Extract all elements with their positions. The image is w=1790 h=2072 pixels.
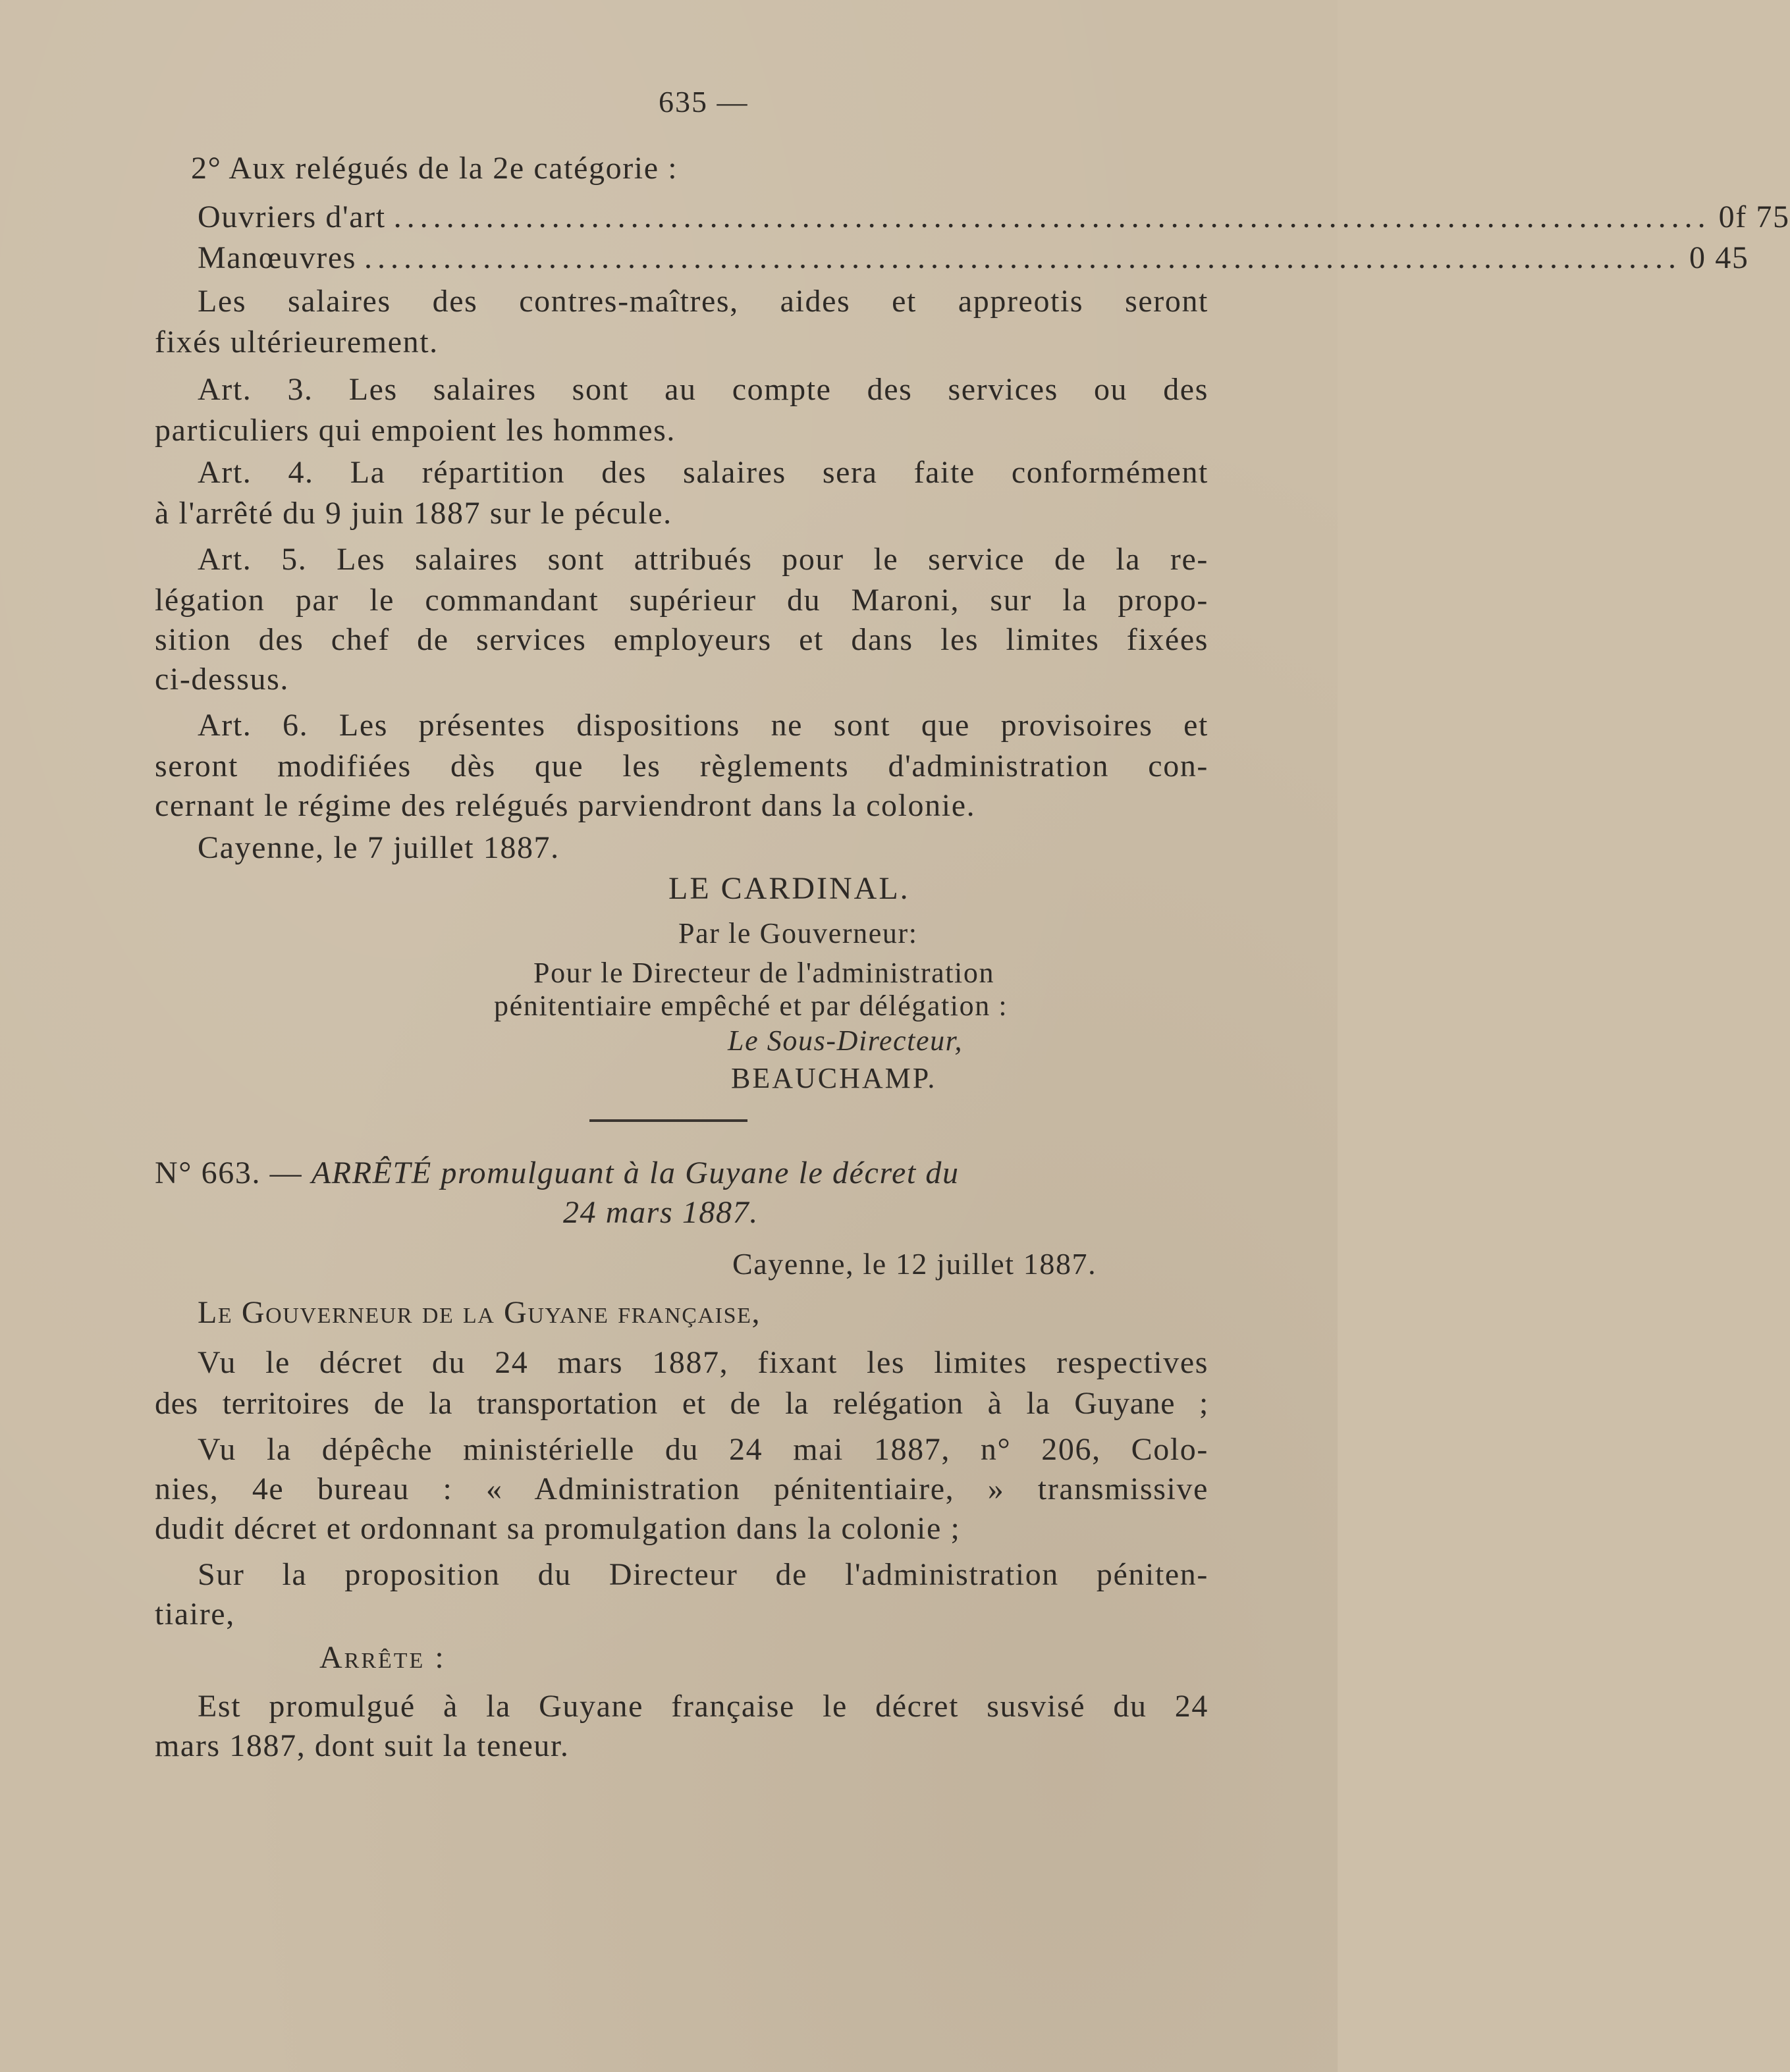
article-5-line: ci-dessus.	[155, 662, 289, 697]
article-6-line: seront modifiées dès que les règlements d'administration con-	[155, 749, 1208, 784]
decree-title	[155, 1154, 1208, 1193]
decree-title-text: ARRÊTÉ promulguant à la Guyane le décret du	[311, 1156, 960, 1190]
article-4-line: Art. 4. La répartition des salaires sera faite conformément	[198, 455, 1208, 490]
article-5-line: sition des chef de services employeurs et dans les limites fixées	[155, 622, 1208, 657]
signature-line: Pour le Directeur de l'administration	[533, 957, 995, 989]
paragraph-line: fixés ultérieurement.	[155, 325, 439, 359]
final-line: mars 1887, dont suit la teneur.	[155, 1728, 570, 1763]
vu-2-line: Vu la dépêche ministérielle du 24 mai 1887, n° 206, Colo-	[198, 1432, 1208, 1467]
vu-2-line: nies, 4e bureau : « Administration pénitentiaire, » transmissive	[155, 1472, 1208, 1506]
wage-row-manoeuvres	[198, 238, 1749, 278]
article-3-line: particuliers qui empoient les hommes.	[155, 413, 676, 448]
vu-1-line: Vu le décret du 24 mars 1887, fixant les limites respectives	[198, 1345, 1208, 1380]
article-6-line: cernant le régime des relégués parviendront dans la colonie.	[155, 788, 976, 823]
article-3-line: Art. 3. Les salaires sont au compte des services ou des	[198, 372, 1208, 407]
proposition-line: Sur la proposition du Directeur de l'administration péniten-	[198, 1557, 1208, 1592]
vu-2-line: dudit décret et ordonnant sa promulgation dans la colonie ;	[155, 1511, 961, 1546]
proposition-line: tiaire,	[155, 1597, 235, 1632]
paragraph-line: Les salaires des contres-maîtres, aides et appreotis seront	[198, 284, 1208, 319]
decree-date: Cayenne, le 12 juillet 1887.	[732, 1247, 1097, 1281]
decree-opening: Le Gouverneur de la Guyane française,	[198, 1295, 761, 1330]
signature-line: pénitentiaire empêché et par délégation :	[494, 990, 1008, 1022]
dot-leader: ....................................................................................................	[393, 199, 1711, 234]
place-date: Cayenne, le 7 juillet 1887.	[198, 830, 560, 865]
wage-label: Manœuvres	[198, 240, 357, 275]
wage-value: 0f 75	[1718, 199, 1790, 234]
wage-label: Ouvriers d'art	[198, 199, 386, 234]
final-line: Est promulgué à la Guyane française le décret susvisé du 24	[198, 1689, 1208, 1724]
section-heading: 2° Aux relégués de la 2e catégorie :	[191, 151, 678, 186]
article-5-line: légation par le commandant supérieur du Maroni, sur la propo-	[155, 583, 1208, 618]
wage-row-ouvriers	[198, 198, 1790, 237]
section-divider	[589, 1119, 747, 1122]
decree-title-line-2: 24 mars 1887.	[563, 1195, 759, 1230]
decree-number: N° 663. —	[155, 1156, 303, 1190]
article-5-line: Art. 5. Les salaires sont attribués pour le service de la re-	[198, 542, 1208, 577]
signature-line: Par le Gouverneur:	[678, 917, 918, 949]
signature-surname: BEAUCHAMP.	[731, 1062, 937, 1094]
arrete-heading: Arrête :	[319, 1640, 446, 1675]
signatory-name: LE CARDINAL.	[668, 871, 910, 906]
article-4-line: à l'arrêté du 9 juin 1887 sur le pécule.	[155, 496, 672, 531]
vu-1-line: des territoires de la transportation et de la relégation à la Guyane ;	[155, 1386, 1208, 1421]
wage-value: 0 45	[1689, 240, 1749, 275]
signature-title: Le Sous-Directeur,	[728, 1024, 963, 1057]
article-6-line: Art. 6. Les présentes dispositions ne sont que provisoires et	[198, 708, 1208, 743]
dot-leader: ....................................................................................................	[364, 240, 1682, 275]
page-number: 635 —	[659, 85, 749, 119]
